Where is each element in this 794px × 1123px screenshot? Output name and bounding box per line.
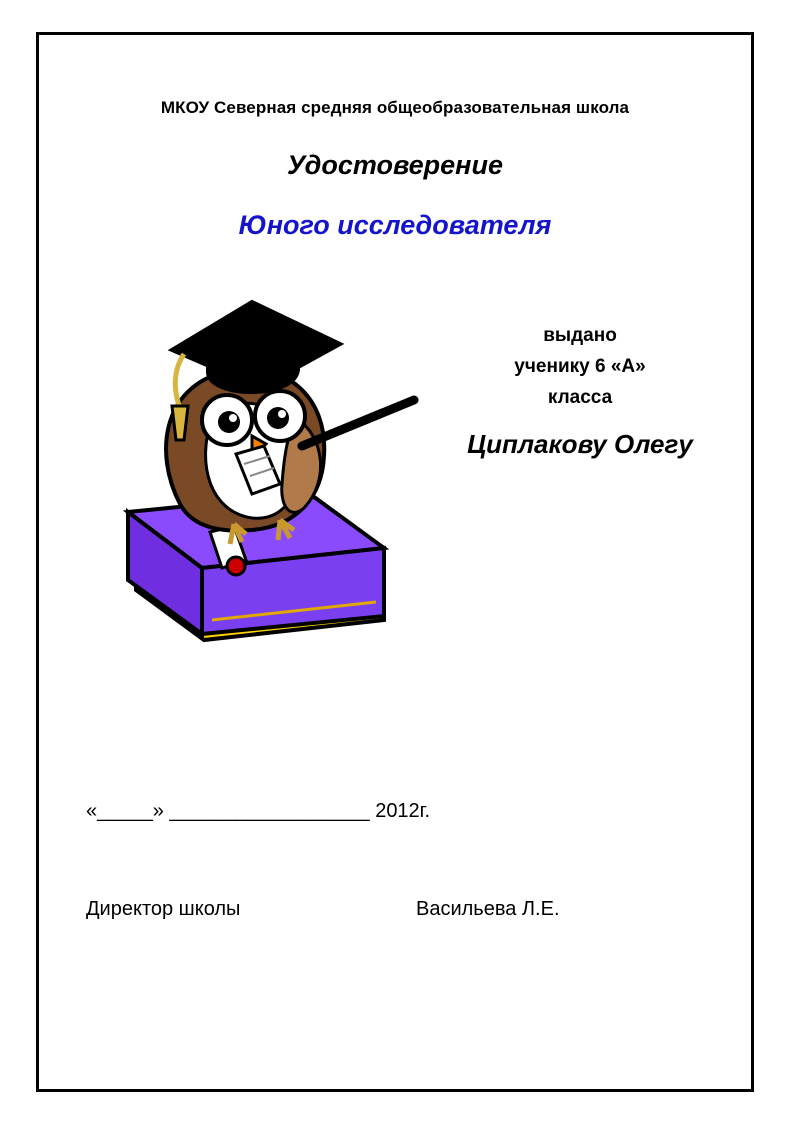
owl-graduate-on-book-illustration	[84, 268, 424, 668]
page-subtitle: Юного исследователя	[238, 210, 552, 240]
award-block	[430, 320, 730, 460]
recipient-name: Циплакову Олегу	[467, 429, 693, 459]
signature-name: Васильева Л.Е.	[416, 898, 560, 920]
school-name: МКОУ Северная средняя общеобразовательная школа	[160, 98, 630, 117]
award-line-3: класса	[547, 387, 613, 408]
page-title: Удостоверение	[287, 150, 503, 180]
signature-role: Директор школы	[86, 898, 241, 920]
award-line-1: выдано	[543, 325, 617, 346]
award-line-2: ученику 6 «А»	[514, 356, 646, 377]
signature-row	[86, 898, 686, 921]
date-line: «_____» __________________ 2012г.	[86, 800, 431, 822]
